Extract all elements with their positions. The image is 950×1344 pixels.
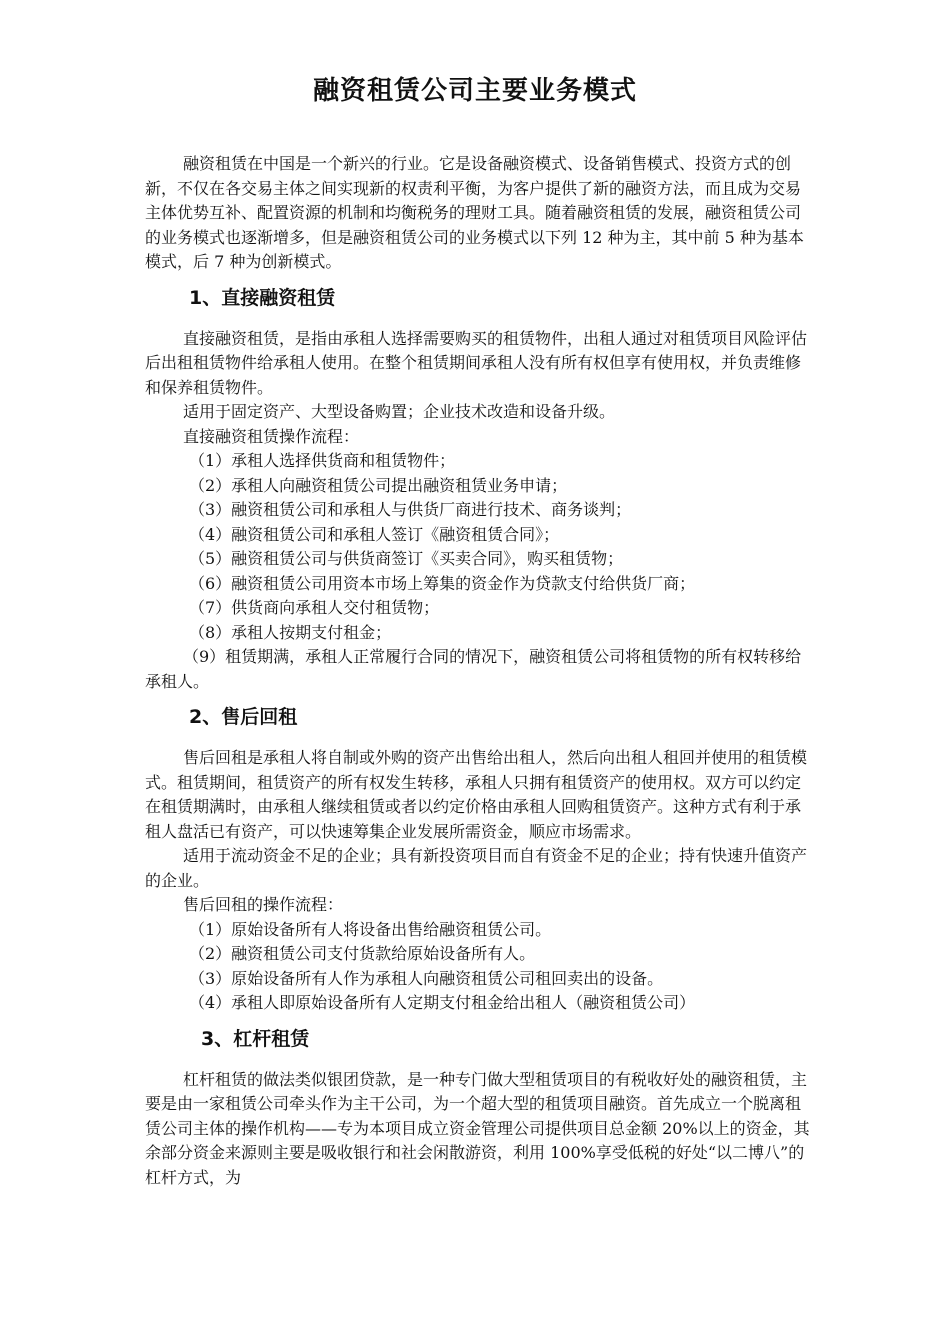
document-body xyxy=(145,152,810,1190)
section-1-definition: 直接融资租赁，是指由承租人选择需要购买的租赁物件，出租人通过对租赁项目风险评估后出租租赁物件给承租人使用。在整个租赁期间承租人没有所有权但享有使用权，并负责维修和保养租赁物件。 xyxy=(145,328,808,397)
process-step: （6）融资租赁公司用资本市场上筹集的资金作为贷款支付给供货厂商； xyxy=(189,573,696,593)
page-title: 融资租赁公司主要业务模式 xyxy=(312,76,637,106)
section-2-process-label: 售后回租的操作流程： xyxy=(183,895,344,914)
intro-paragraph: 融资租赁在中国是一个新兴的行业。它是设备融资模式、设备销售模式、投资方式的创新，不仅在各交易主体之间实现新的权责利平衡，为客户提供了新的融资方法，而且成为交易主体优势互补、配置资源的机制和均衡税务的理财工具。随着融资租赁的发展，融资租赁公司的业务模式也逐渐增多，但是融资租赁公司的业务模式以下列 12 种为主，其中前 5 种为基本模式，后 7 种为创新模式。 xyxy=(145,154,804,271)
process-step: （2）融资租赁公司支付货款给原始设备所有人。 xyxy=(189,944,536,963)
process-step: （3）融资租赁公司和承租人与供货厂商进行技术、商务谈判； xyxy=(189,500,632,519)
process-step: （4）融资租赁公司和承租人签订《融资租赁合同》； xyxy=(189,524,560,544)
section-1-applicable: 适用于固定资产、大型设备购置；企业技术改造和设备升级。 xyxy=(183,402,616,421)
process-step: （3）原始设备所有人作为承租人向融资租赁公司租回卖出的设备。 xyxy=(189,968,664,988)
process-step: （8）承租人按期支付租金； xyxy=(189,622,392,642)
process-step: （4）承租人即原始设备所有人定期支付租金给出租人（融资租赁公司） xyxy=(189,993,696,1012)
section-1-heading: 1、直接融资租赁 xyxy=(189,286,336,309)
section-3-heading: 3、杠杆租赁 xyxy=(201,1027,310,1050)
process-step: （9）租赁期满，承租人正常履行合同的情况下，融资租赁公司将租赁物的所有权转移给承租人。 xyxy=(145,647,802,691)
process-step: （2）承租人向融资租赁公司提出融资租赁业务申请； xyxy=(189,475,568,495)
section-3-definition: 杠杆租赁的做法类似银团贷款，是一种专门做大型租赁项目的有税收好处的融资租赁，主要是由一家租赁公司牵头作为主干公司，为一个超大型的租赁项目融资。首先成立一个脱离租赁公司主体的操作机构——专为本项目成立资金管理公司提供项目总金额 20%以上的资金，其余部分资金来源则主要是吸收银行和社会闲散游资，利用 100%享受低税的好处“以二博八”的杠杆方式，为 xyxy=(145,1069,810,1187)
process-step: （7）供货商向承租人交付租赁物； xyxy=(189,598,440,617)
process-step: （1）原始设备所有人将设备出售给融资租赁公司。 xyxy=(189,919,552,939)
section-2-definition: 售后回租是承租人将自制或外购的资产出售给出租人，然后向出租人租回并使用的租赁模式。租赁期间，租赁资产的所有权发生转移，承租人只拥有租赁资产的使用权。双方可以约定在租赁期满时，由承租人继续租赁或者以约定价格由承租人回购租赁资产。这种方式有利于承租人盘活已有资产，可以快速筹集企业发展所需资金，顺应市场需求。 xyxy=(145,748,808,841)
section-2-heading: 2、售后回租 xyxy=(189,706,298,728)
section-1-process-label: 直接融资租赁操作流程： xyxy=(183,426,360,446)
section-2-applicable: 适用于流动资金不足的企业；具有新投资项目而自有资金不足的企业；持有快速升值资产的企业。 xyxy=(145,846,808,890)
process-step: （5）融资租赁公司与供货商签订《买卖合同》，购买租赁物； xyxy=(189,549,624,568)
process-step: （1）承租人选择供货商和租赁物件； xyxy=(189,451,456,470)
